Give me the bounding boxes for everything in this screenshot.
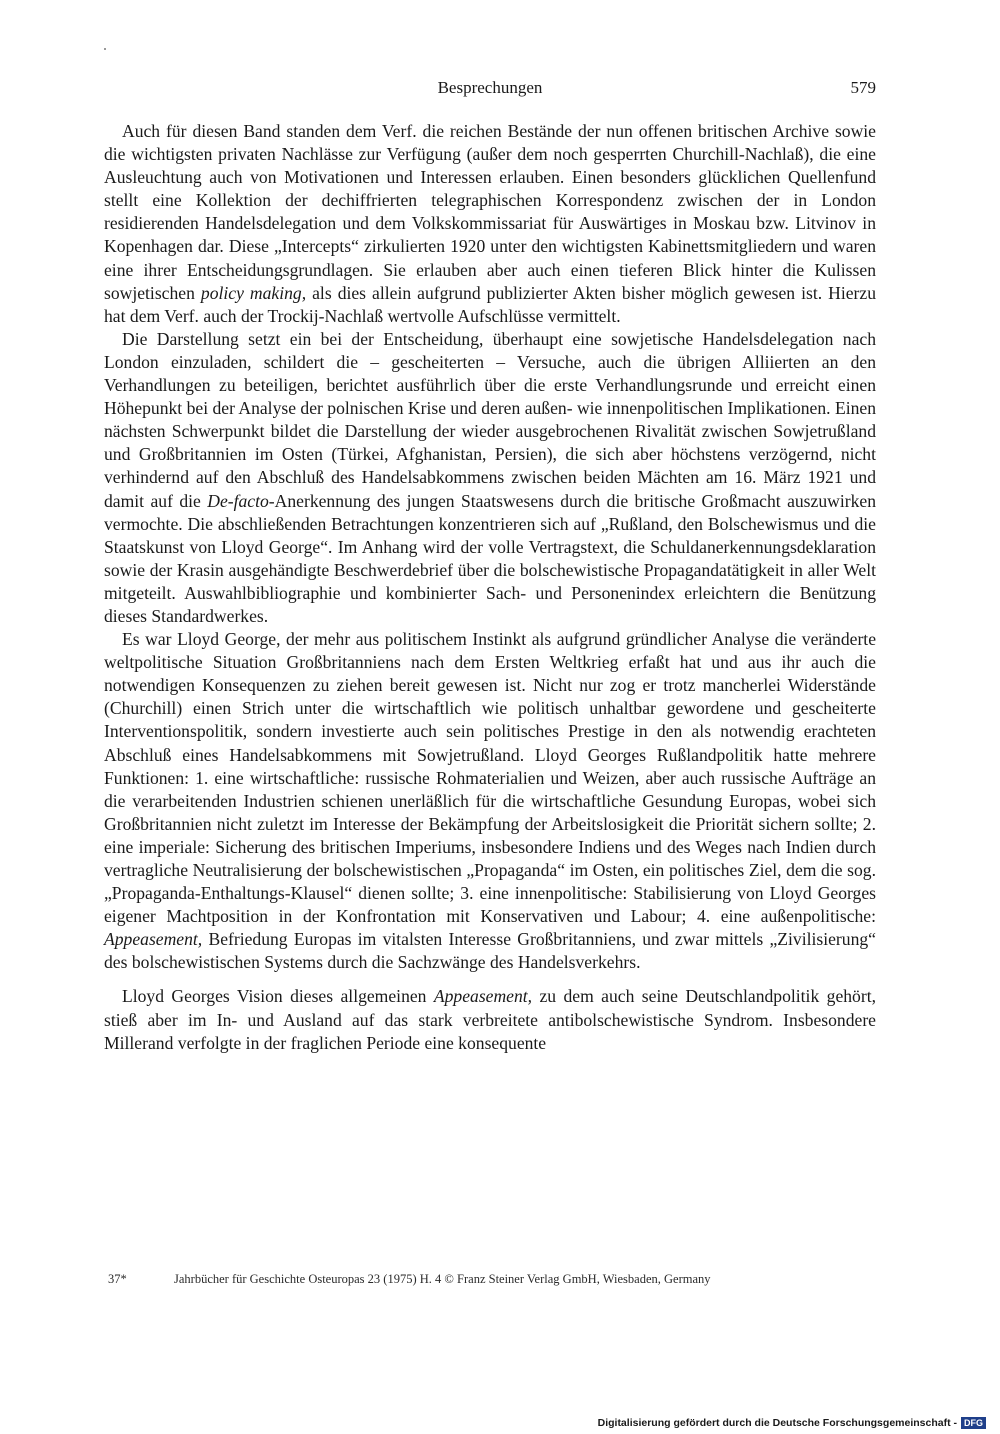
text-run: zu dem auch seine Deutschlandpolitik gehört, stieß aber im In- und Ausland auf das stark verbreitete antibolschewistische Syndrom. Insbesondere Millerand verfolgte in der fraglichen Periode eine konsequente [104,986,876,1053]
italic-phrase: Appeasement, [433,986,533,1007]
paragraph [104,985,876,1054]
italic-phrase: Appeasement, [104,929,203,950]
text-run: Auch für diesen Band standen dem Verf. die reichen Bestände der nun offenen britischen Archive sowie die wichtigsten privaten Nachlässe zur Verfügung (außer dem noch gesperrten Churchill-Nachlaß), die eine Ausleuchtung auch von Motivationen und Interessen erlauben. Einen besonders glücklichen Quellenfund stellt eine Kollektion der dechiffrierten telegraphischen Korrespondenz zwischen der in London residierenden Handelsdelegation und dem Volkskommissariat für Auswärtiges in Moskau bzw. Litvinov in Kopenhagen dar. Diese „Intercepts“ zirkulierten 1920 unter den wichtigsten Kabinettsmitgliedern und waren eine ihrer Entscheidungsgrundlagen. Sie erlauben aber auch einen tieferen Blick hinter die Kulissen sowjetischen [104,121,876,303]
text-run: Es war Lloyd George, der mehr aus politischem Instinkt als aufgrund gründlicher Analyse die veränderte weltpolitische Situation Großbritanniens nach dem Ersten Weltkrieg erfaßt hat und aus ihr auch die notwendigen Konsequenzen zu ziehen bereit gewesen ist. Nicht nur zog er trotz mancherlei Widerstände (Churchill) einen Strich unter die wirtschaftlich wie politisch unhaltbar gewordene und gescheiterte Interventionspolitik, sondern investierte auch sein politisches Prestige in den als notwendig erachteten Abschluß eines Handelsabkommens mit Sowjetrußland. Lloyd Georges Rußlandpolitik hatte mehrere Funktionen: 1. eine wirtschaftliche: russische Rohmaterialien und Weizen, aber auch russische Aufträge an die verarbeitenden Industrien schienen unerläßlich für die wirtschaftliche Gesundung Europas, wobei sich Großbritannien nicht zuletzt im Interesse der Bekämpfung der Arbeitslosigkeit die Priorität sichern sollte; 2. eine imperiale: Sicherung des britischen Imperiums, insbesondere Indiens und des Weges nach Indien durch vertragliche Neutralisierung der bolschewistischen „Propaganda“ im Osten, ein politisches Ziel, dem die sog. „Propaganda-Enthaltungs-Klausel“ dienen sollte; 3. eine innenpolitische: Stabilisierung von Lloyd Georges eigener Machtposition in der Konfrontation mit Konservativen und Labour; 4. eine außenpolitische: [104,629,876,927]
paragraph [104,328,876,628]
paragraph [104,628,876,974]
text-run: Befriedung Europas im vitalsten Interesse Großbritanniens, und zwar mittels „Zivilisierung“ des bolschewistischen Systems durch die Sachzwänge des Handelsverkehrs. [104,929,876,973]
text-run: Die Darstellung setzt ein bei der Entscheidung, überhaupt eine sowjetische Handelsdelegation nach London einzuladen, schildert die – gescheiterten – Versuche, auch die übrigen Alliierten an den Verhandlungen zu beteiligen, berichtet ausführlich über die erste Verhandlungsrunde und erreicht einen Höhepunkt bei der Analyse der polnischen Krise und deren außen- wie innenpolitischen Implikationen. Einen nächsten Schwerpunkt bildet die Darstellung der wieder ausgebrochenen Rivalität zwischen Sowjetrußland und Großbritannien im Osten (Türkei, Afghanistan, Persien), die sich aber höchstens verzögernd, nicht verhindernd auf den Abschluß des Handelsabkommens zwischen beiden Mächten am 16. März 1921 und damit auf die [104,328,876,511]
journal-citation: Jahrbücher für Geschichte Osteuropas 23 (1975) H. 4 © Franz Steiner Verlag GmbH, Wiesbaden, Germany [174,1272,711,1286]
article-body [104,120,876,1055]
digitization-text: Digitalisierung gefördert durch die Deutsche Forschungsgemeinschaft - [597,1417,957,1429]
page-footer [108,1272,878,1287]
running-header [104,78,876,102]
italic-phrase: De-facto- [207,490,275,511]
dfg-logo: DFG [961,1417,986,1429]
text-run: Anerkennung des jungen Staatswesens durch die britische Großmacht auszuwirken vermochte. Die abschließenden Betrachtungen konzentrieren sich auf „Rußland, den Bolschewismus und die Staatskunst von Lloyd George“. Im Anhang wird der volle Vertragstext, die Schuldanerkennungsdeklaration sowie der Krasin ausgehändigte Beschwerdebrief über die bolschewistische Propagandatätigkeit in aller Welt mitgeteilt. Auswahlbibliographie und kombinierter Sach- und Personenindex erleichtern die Benützung dieses Standardwerkes. [104,490,876,626]
scan-mark [104,48,106,50]
digitization-notice [598,1416,986,1430]
text-run: Lloyd Georges Vision dieses allgemeinen [122,986,434,1007]
running-title: Besprechungen [437,78,543,97]
text-run: als dies allein aufgrund publizierter Akten bisher möglich gewesen ist. Hierzu hat dem Verf. auch der Trockij-Nachlaß wertvolle Aufschlüsse vermittelt. [104,282,877,326]
page-number: 579 [850,78,876,97]
paragraph [104,120,876,328]
italic-phrase: policy making, [200,282,307,303]
signature-mark: 37* [108,1272,127,1286]
